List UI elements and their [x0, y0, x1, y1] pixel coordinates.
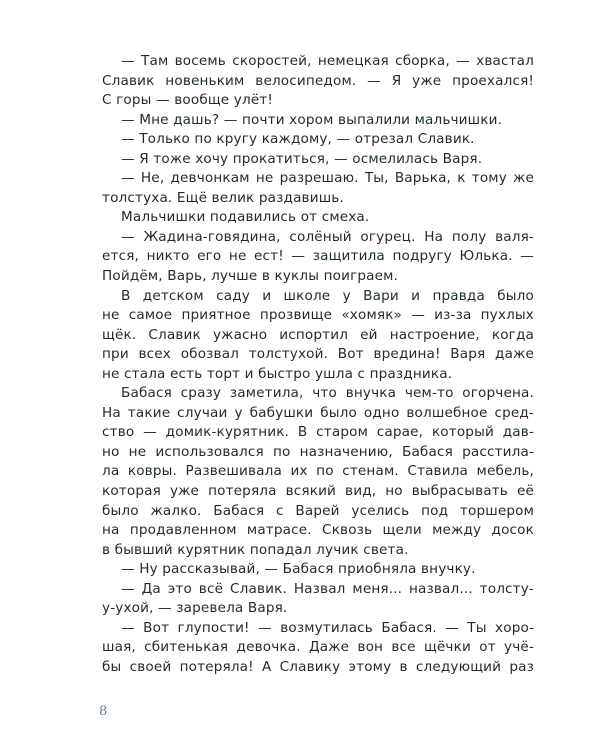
text-body: [102, 52, 534, 678]
text-line: при всех обозвал толстухой. Вот вредина! Варя даже: [102, 346, 534, 363]
text-line: В детском саду и школе у Вари и правда было: [121, 287, 534, 304]
text-line: — Вот глупости! — возмутилась Бабася. — Ты хоро-: [121, 619, 534, 636]
page-number: 8: [99, 704, 108, 719]
text-line: но не использовался по назначению, Бабася расстила-: [102, 443, 534, 460]
text-line: Мальчишки подавились от смеха.: [121, 209, 370, 226]
text-line: — Только по кругу каждому, — отрезал Славик.: [121, 131, 475, 148]
text-line: не стала есть торт и быстро ушла с праздника.: [102, 365, 453, 382]
text-line: — Жадина-говядина, солёный огурец. На полу валя-: [121, 228, 534, 245]
text-line: на продавленном матрасе. Сквозь щели между досок: [102, 522, 534, 539]
text-line: С горы — вообще улёт!: [102, 92, 274, 109]
text-line: у-ухой, — заревела Варя.: [102, 600, 288, 617]
text-line: — Мне дашь? — почти хором выпалили мальчишки.: [121, 111, 503, 128]
text-line: — Не, девчонкам не разрешаю. Ты, Варька, к тому же: [121, 170, 534, 187]
text-line: было жалко. Бабася с Варей уселись под торшером: [102, 502, 534, 519]
text-line: — Там восемь скоростей, немецкая сборка, — хвастал: [121, 53, 534, 69]
text-line: щёк. Славик ужасно испортил ей настроение, когда: [102, 326, 534, 343]
text-line: Бабася сразу заметила, что внучка чем-то огорчена.: [121, 385, 534, 402]
text-line: бы своей потеряла! А Славику этому в следующий раз: [102, 658, 534, 675]
text-line: шая, сбитенькая девочка. Даже вон все щёчки от учё-: [102, 639, 534, 656]
text-line: На такие случаи у бабушки было одно волшебное сред-: [102, 404, 534, 421]
text-line: Славик новеньким велосипедом. — Я уже проехался!: [102, 72, 534, 89]
text-line: — Да это всё Славик. Назвал меня... назвал... толсту-: [121, 580, 534, 597]
text-line: ство — домик-курятник. В старом сарае, который дав-: [102, 424, 534, 441]
text-line: — Ну рассказывай, — Бабася приобняла внучку.: [121, 561, 476, 578]
text-line: не самое приятное прозвище «хомяк» — из-за пухлых: [102, 307, 534, 324]
text-line: которая уже потеряла всякий вид, но выбрасывать её: [102, 483, 534, 500]
text-line: ется, никто его не ест! — защитила подругу Юлька. —: [102, 248, 534, 265]
text-line: Пойдём, Варь, лучше в куклы поиграем.: [102, 268, 399, 285]
text-line: — Я тоже хочу прокатиться, — осмелилась Варя.: [121, 150, 483, 167]
text-line: в бывший курятник попадал лучик света.: [102, 541, 409, 558]
text-line: ла ковры. Развешивала их по стенам. Ставила мебель,: [102, 463, 534, 480]
text-line: толстуха. Ещё велик раздавишь.: [102, 189, 344, 206]
